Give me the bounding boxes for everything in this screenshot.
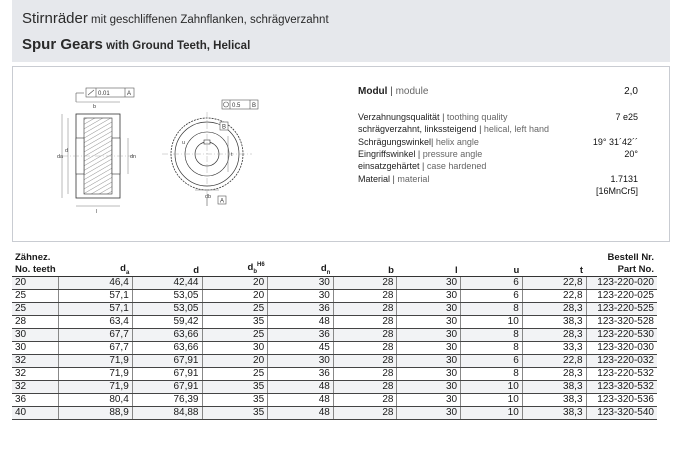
table-row: [12, 302, 657, 315]
spec-helix-angle: Schrägungswinkel| helix angle 19° 31´42´´: [358, 137, 638, 147]
dim-label-db: db: [205, 194, 212, 200]
table-row: [12, 289, 657, 302]
spec-pressure-angle-value: 20°: [624, 149, 638, 159]
cell-d: 53,05: [132, 289, 202, 302]
cell-t: 33,3: [522, 341, 586, 354]
col-header-t: t: [522, 250, 586, 276]
cell-t: 38,3: [522, 393, 586, 406]
col-header-d: d: [132, 250, 202, 276]
table-row: [12, 367, 657, 380]
cell-part-no: 123-320-540: [586, 406, 657, 419]
dim-label-l: l: [96, 209, 98, 215]
cell-l: 30: [397, 380, 461, 393]
spec-toothing-quality: Verzahnungsqualität | toothing quality 7 e25: [358, 112, 638, 122]
cell-db: 20: [202, 276, 268, 289]
cell-u: 6: [461, 276, 523, 289]
title-german-main: Stirnräder: [22, 10, 88, 27]
tolerance-ref-2: B: [252, 103, 257, 109]
gear-side-view: [57, 114, 136, 215]
cell-b: 28: [333, 380, 397, 393]
cell-part-no: 123-220-032: [586, 354, 657, 367]
cell-dn: 36: [268, 302, 334, 315]
dim-label-b: b: [93, 104, 97, 110]
table-row: [12, 393, 657, 406]
cell-teeth: 30: [12, 341, 59, 354]
cell-dn: 36: [268, 328, 334, 341]
title-german: [22, 10, 329, 27]
col-header-part-no: Bestell Nr. Part No.: [586, 250, 657, 276]
dim-label-u: u: [182, 140, 186, 146]
technical-drawing: [22, 72, 282, 232]
cell-b: 28: [333, 393, 397, 406]
cell-b: 28: [333, 354, 397, 367]
table-row: [12, 406, 657, 419]
cell-b: 28: [333, 328, 397, 341]
spec-helical: schrägverzahnt, linkssteigend | helical, left hand: [358, 124, 549, 134]
cell-teeth: 40: [12, 406, 59, 419]
cell-da: 57,1: [59, 289, 133, 302]
cell-d: 53,05: [132, 302, 202, 315]
cell-da: 80,4: [59, 393, 133, 406]
cell-db: 35: [202, 406, 268, 419]
cell-d: 84,88: [132, 406, 202, 419]
cell-da: 71,9: [59, 380, 133, 393]
cell-teeth: 32: [12, 367, 59, 380]
cell-d: 67,91: [132, 380, 202, 393]
cell-t: 38,3: [522, 406, 586, 419]
cell-part-no: 123-220-530: [586, 328, 657, 341]
cell-teeth: 36: [12, 393, 59, 406]
cell-l: 30: [397, 367, 461, 380]
cell-u: 6: [461, 354, 523, 367]
dim-label-da: da: [57, 154, 64, 160]
col-header-b: b: [333, 250, 397, 276]
spec-toothing-quality-value: 7 e25: [615, 112, 638, 122]
cell-part-no: 123-220-532: [586, 367, 657, 380]
cell-t: 28,3: [522, 367, 586, 380]
cell-t: 38,3: [522, 315, 586, 328]
cell-l: 30: [397, 393, 461, 406]
cell-b: 28: [333, 276, 397, 289]
cell-teeth: 32: [12, 380, 59, 393]
cell-dn: 36: [268, 367, 334, 380]
cell-t: 22,8: [522, 276, 586, 289]
dim-label-dn: dn: [130, 154, 137, 160]
cell-da: 57,1: [59, 302, 133, 315]
cell-t: 28,3: [522, 328, 586, 341]
cell-dn: 45: [268, 341, 334, 354]
cell-u: 8: [461, 341, 523, 354]
col-header-da: $d_a$: [59, 250, 133, 276]
cell-b: 28: [333, 406, 397, 419]
cell-b: 28: [333, 289, 397, 302]
cell-dn: 30: [268, 289, 334, 302]
cell-db: 30: [202, 341, 268, 354]
cell-b: 28: [333, 302, 397, 315]
cell-u: 10: [461, 393, 523, 406]
cell-da: 63,4: [59, 315, 133, 328]
cell-db: 20: [202, 354, 268, 367]
cell-l: 30: [397, 328, 461, 341]
spec-modul: Modul | module 2,0: [358, 86, 638, 97]
cell-b: 28: [333, 367, 397, 380]
cell-teeth: 28: [12, 315, 59, 328]
table-row: [12, 380, 657, 393]
cell-da: 67,7: [59, 341, 133, 354]
spec-helix-angle-value: 19° 31´42´´: [592, 137, 638, 147]
table-row: [12, 354, 657, 367]
tolerance-value-2: 0.5: [232, 103, 241, 109]
cell-l: 30: [397, 302, 461, 315]
cell-d: 42,44: [132, 276, 202, 289]
spec-material-alt-value: [16MnCr5]: [595, 186, 638, 196]
table-row: [12, 328, 657, 341]
cell-d: 67,91: [132, 354, 202, 367]
cell-db: 20: [202, 289, 268, 302]
cell-u: 6: [461, 289, 523, 302]
table-row: [12, 341, 657, 354]
spec-case-hardened: einsatzgehärtet | case hardened: [358, 161, 487, 171]
cell-l: 30: [397, 276, 461, 289]
cell-part-no: 123-220-020: [586, 276, 657, 289]
cell-b: 28: [333, 315, 397, 328]
cell-l: 30: [397, 289, 461, 302]
cell-da: 71,9: [59, 354, 133, 367]
cell-db: 35: [202, 315, 268, 328]
datum-b: B: [222, 124, 227, 131]
title-german-sub: mit geschliffenen Zahnflanken, schrägverzahnt: [87, 14, 329, 26]
cell-da: 88,9: [59, 406, 133, 419]
cell-db: 25: [202, 367, 268, 380]
cell-part-no: 123-220-525: [586, 302, 657, 315]
title-english-sub: with Ground Teeth, Helical: [102, 40, 251, 52]
cell-dn: 30: [268, 354, 334, 367]
cell-d: 76,39: [132, 393, 202, 406]
dim-label-t: t: [231, 152, 233, 158]
cell-db: 35: [202, 393, 268, 406]
gears-table: [12, 250, 657, 420]
cell-d: 63,66: [132, 328, 202, 341]
cell-part-no: 123-320-528: [586, 315, 657, 328]
col-header-u: u: [461, 250, 523, 276]
cell-d: 63,66: [132, 341, 202, 354]
cell-d: 67,91: [132, 367, 202, 380]
col-header-l: l: [397, 250, 461, 276]
cell-u: 10: [461, 315, 523, 328]
title-english-main: Spur Gears: [22, 36, 103, 53]
cell-teeth: 20: [12, 276, 59, 289]
col-header-teeth: Zähnez. No. teeth: [12, 250, 59, 276]
cell-dn: 48: [268, 380, 334, 393]
cell-db: 25: [202, 302, 268, 315]
cell-t: 22,8: [522, 354, 586, 367]
tolerance-value-1: 0.01: [98, 91, 110, 97]
spec-material: Material | material 1.7131: [358, 174, 638, 184]
cell-teeth: 32: [12, 354, 59, 367]
title-english: [22, 36, 250, 53]
dim-label-d: d: [65, 148, 69, 154]
cell-u: 8: [461, 302, 523, 315]
cell-l: 30: [397, 354, 461, 367]
cell-u: 8: [461, 367, 523, 380]
cell-u: 8: [461, 328, 523, 341]
spec-pressure-angle: Eingriffswinkel | pressure angle 20°: [358, 149, 638, 159]
cell-da: 67,7: [59, 328, 133, 341]
cell-l: 30: [397, 341, 461, 354]
cell-t: 38,3: [522, 380, 586, 393]
cell-da: 46,4: [59, 276, 133, 289]
cell-t: 28,3: [522, 302, 586, 315]
table-row: [12, 276, 657, 289]
cell-l: 30: [397, 406, 461, 419]
col-header-db: $d_b^{H6}$: [202, 250, 268, 276]
cell-dn: 48: [268, 393, 334, 406]
cell-b: 28: [333, 341, 397, 354]
table-header-row: [12, 250, 657, 276]
cell-d: 59,42: [132, 315, 202, 328]
cell-dn: 48: [268, 315, 334, 328]
cell-db: 35: [202, 380, 268, 393]
cell-t: 22,8: [522, 289, 586, 302]
col-header-dn: $d_n$: [268, 250, 334, 276]
cell-part-no: 123-320-536: [586, 393, 657, 406]
tolerance-ref-1: A: [127, 91, 132, 97]
cell-dn: 48: [268, 406, 334, 419]
cell-teeth: 25: [12, 302, 59, 315]
cell-db: 25: [202, 328, 268, 341]
spec-modul-value: 2,0: [624, 86, 638, 97]
spec-material-value: 1.7131: [610, 174, 638, 184]
cell-u: 10: [461, 380, 523, 393]
cell-teeth: 25: [12, 289, 59, 302]
cell-part-no: 123-320-532: [586, 380, 657, 393]
cell-l: 30: [397, 315, 461, 328]
cell-teeth: 30: [12, 328, 59, 341]
cell-u: 10: [461, 406, 523, 419]
datum-a: A: [220, 198, 225, 205]
cell-part-no: 123-320-030: [586, 341, 657, 354]
tolerance-frame-runout: [76, 88, 134, 102]
gear-front-view: [162, 100, 258, 206]
cell-dn: 30: [268, 276, 334, 289]
cell-da: 71,9: [59, 367, 133, 380]
cell-part-no: 123-220-025: [586, 289, 657, 302]
table-row: [12, 315, 657, 328]
